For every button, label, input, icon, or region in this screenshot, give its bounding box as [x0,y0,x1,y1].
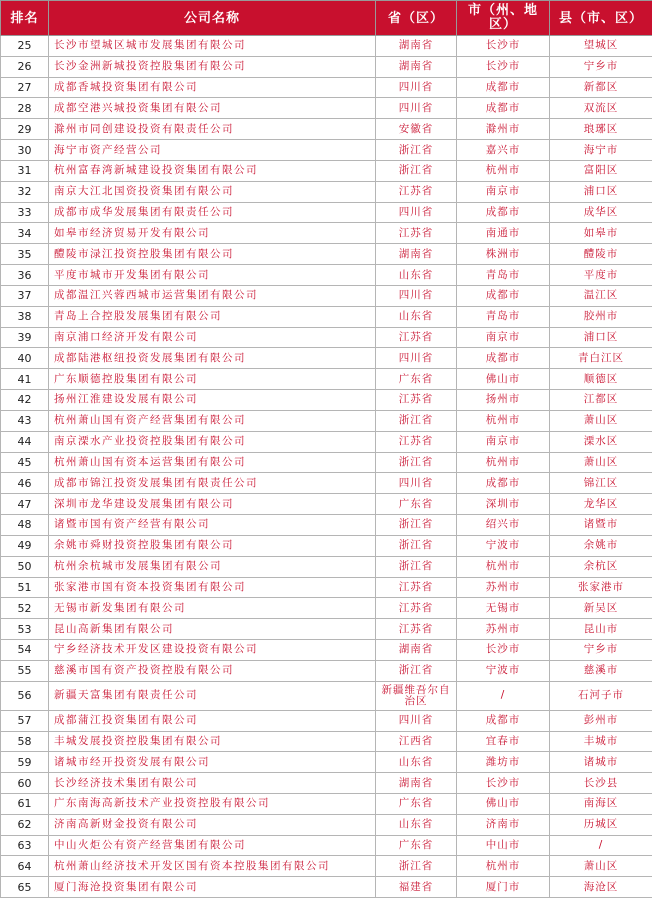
county-cell: 新吴区 [550,598,652,619]
table-row [1,731,652,752]
company-name-cell: 南京浦口经济开发有限公司 [49,327,376,348]
county-cell: 望城区 [550,36,652,57]
county-cell: 锦江区 [550,473,652,494]
province-cell: 广东省 [376,835,457,856]
city-cell: 青岛市 [457,265,550,286]
rank-cell: 38 [1,306,49,327]
county-cell: 醴陵市 [550,244,652,265]
table-row [1,306,652,327]
table-row [1,410,652,431]
city-cell: 厦门市 [457,877,550,898]
county-cell: 平度市 [550,265,652,286]
city-cell: 长沙市 [457,36,550,57]
county-cell: 诸暨市 [550,515,652,536]
county-cell: 萧山区 [550,856,652,877]
city-cell: 杭州市 [457,556,550,577]
county-cell: 浦口区 [550,327,652,348]
table-row [1,160,652,181]
company-name-cell: 平度市城市开发集团有限公司 [49,265,376,286]
county-cell: 温江区 [550,285,652,306]
rank-cell: 62 [1,814,49,835]
city-cell: 中山市 [457,835,550,856]
city-cell: 长沙市 [457,56,550,77]
province-cell: 湖南省 [376,36,457,57]
city-cell: 潍坊市 [457,752,550,773]
county-cell: 海沧区 [550,877,652,898]
company-name-cell: 宁乡经济技术开发区建设投资有限公司 [49,640,376,661]
table-row [1,681,652,710]
table-row [1,640,652,661]
province-cell: 安徽省 [376,119,457,140]
county-cell: 江都区 [550,390,652,411]
table-row [1,660,652,681]
province-cell: 四川省 [376,98,457,119]
province-cell: 浙江省 [376,452,457,473]
county-cell: 余姚市 [550,535,652,556]
company-name-cell: 成都温江兴蓉西城市运营集团有限公司 [49,285,376,306]
province-cell: 湖南省 [376,773,457,794]
rank-cell: 30 [1,140,49,161]
province-cell: 广东省 [376,793,457,814]
header-county: 县（市、区） [550,1,652,36]
province-cell: 山东省 [376,752,457,773]
rank-cell: 31 [1,160,49,181]
company-name-cell: 长沙金洲新城投资控股集团有限公司 [49,56,376,77]
header-province: 省（区） [376,1,457,36]
company-name-cell: 杭州余杭城市发展集团有限公司 [49,556,376,577]
rank-cell: 49 [1,535,49,556]
county-cell: 宁乡市 [550,640,652,661]
province-cell: 湖南省 [376,640,457,661]
table-row [1,36,652,57]
province-cell: 浙江省 [376,140,457,161]
province-cell: 浙江省 [376,515,457,536]
province-cell: 广东省 [376,494,457,515]
city-cell: 长沙市 [457,640,550,661]
province-cell: 浙江省 [376,660,457,681]
company-name-cell: 南京溧水产业投资控股集团有限公司 [49,431,376,452]
rank-cell: 48 [1,515,49,536]
province-cell: 浙江省 [376,535,457,556]
rank-cell: 41 [1,369,49,390]
city-cell: 滁州市 [457,119,550,140]
rank-cell: 54 [1,640,49,661]
province-cell: 江苏省 [376,390,457,411]
province-cell: 浙江省 [376,856,457,877]
company-name-cell: 成都陆港枢纽投资发展集团有限公司 [49,348,376,369]
city-cell: 济南市 [457,814,550,835]
table-row [1,793,652,814]
table-row [1,327,652,348]
rank-cell: 28 [1,98,49,119]
company-name-cell: 无锡市新发集团有限公司 [49,598,376,619]
city-cell: 宁波市 [457,660,550,681]
city-cell: 杭州市 [457,160,550,181]
city-cell: 长沙市 [457,773,550,794]
company-name-cell: 杭州萧山经济技术开发区国有资本控股集团有限公司 [49,856,376,877]
header-row [1,1,652,36]
province-cell: 江苏省 [376,181,457,202]
table-row [1,285,652,306]
province-cell: 江苏省 [376,223,457,244]
company-name-cell: 丰城发展投资控股集团有限公司 [49,731,376,752]
city-cell: 成都市 [457,98,550,119]
city-cell: 杭州市 [457,856,550,877]
company-name-cell: 醴陵市渌江投资控股集团有限公司 [49,244,376,265]
province-cell: 浙江省 [376,556,457,577]
company-name-cell: 新疆天富集团有限责任公司 [49,681,376,710]
rank-cell: 40 [1,348,49,369]
table-row [1,535,652,556]
rank-cell: 39 [1,327,49,348]
county-cell: 慈溪市 [550,660,652,681]
city-cell: 深圳市 [457,494,550,515]
city-cell: 成都市 [457,202,550,223]
table-row [1,556,652,577]
county-cell: 顺德区 [550,369,652,390]
city-cell: 绍兴市 [457,515,550,536]
county-cell: 昆山市 [550,619,652,640]
rank-cell: 52 [1,598,49,619]
company-name-cell: 青岛上合控股发展集团有限公司 [49,306,376,327]
city-cell: 成都市 [457,473,550,494]
table-row [1,348,652,369]
county-cell: 胶州市 [550,306,652,327]
county-cell: 溧水区 [550,431,652,452]
table-body [1,36,652,898]
province-cell: 江苏省 [376,431,457,452]
county-cell: 南海区 [550,793,652,814]
city-cell: 杭州市 [457,452,550,473]
company-name-cell: 如皋市经济贸易开发有限公司 [49,223,376,244]
company-name-cell: 成都香城投资集团有限公司 [49,77,376,98]
city-cell: 杭州市 [457,410,550,431]
rank-cell: 47 [1,494,49,515]
rank-cell: 46 [1,473,49,494]
city-cell: 成都市 [457,348,550,369]
province-cell: 四川省 [376,473,457,494]
city-cell: 无锡市 [457,598,550,619]
province-cell: 广东省 [376,369,457,390]
province-cell: 江苏省 [376,619,457,640]
company-name-cell: 张家港市国有资本投资集团有限公司 [49,577,376,598]
company-name-cell: 成都空港兴城投资集团有限公司 [49,98,376,119]
province-cell: 山东省 [376,265,457,286]
company-name-cell: 海宁市资产经营公司 [49,140,376,161]
header-city: 市（州、地区） [457,1,550,36]
table-row [1,710,652,731]
county-cell: 新都区 [550,77,652,98]
company-name-cell: 诸暨市国有资产经营有限公司 [49,515,376,536]
province-cell: 浙江省 [376,410,457,431]
province-cell: 湖南省 [376,244,457,265]
table-row [1,752,652,773]
company-name-cell: 成都市锦江投资发展集团有限责任公司 [49,473,376,494]
province-cell: 山东省 [376,814,457,835]
rank-cell: 27 [1,77,49,98]
county-cell: 长沙县 [550,773,652,794]
rank-cell: 65 [1,877,49,898]
company-name-cell: 余姚市舜财投资控股集团有限公司 [49,535,376,556]
county-cell: 丰城市 [550,731,652,752]
table-row [1,244,652,265]
county-cell: 双流区 [550,98,652,119]
province-cell: 四川省 [376,348,457,369]
company-name-cell: 广东顺德控股集团有限公司 [49,369,376,390]
county-cell: 诸城市 [550,752,652,773]
county-cell: 宁乡市 [550,56,652,77]
province-cell: 四川省 [376,202,457,223]
table-row [1,619,652,640]
table-row [1,773,652,794]
city-cell: 成都市 [457,285,550,306]
rank-cell: 29 [1,119,49,140]
rank-cell: 35 [1,244,49,265]
table-row [1,77,652,98]
table-row [1,577,652,598]
table-row [1,431,652,452]
table-row [1,56,652,77]
rank-cell: 25 [1,36,49,57]
company-name-cell: 杭州萧山国有资产经营集团有限公司 [49,410,376,431]
city-cell: 宁波市 [457,535,550,556]
table-row [1,223,652,244]
city-cell: 南京市 [457,327,550,348]
table-row [1,390,652,411]
table-row [1,265,652,286]
rank-cell: 61 [1,793,49,814]
table-row [1,202,652,223]
city-cell: 宜春市 [457,731,550,752]
company-name-cell: 扬州江淮建设发展有限公司 [49,390,376,411]
rank-cell: 34 [1,223,49,244]
province-cell: 山东省 [376,306,457,327]
rank-cell: 26 [1,56,49,77]
county-cell: 成华区 [550,202,652,223]
city-cell: 苏州市 [457,577,550,598]
province-cell: 四川省 [376,77,457,98]
company-name-cell: 成都蒲江投资集团有限公司 [49,710,376,731]
county-cell: 张家港市 [550,577,652,598]
rank-cell: 53 [1,619,49,640]
county-cell: 琅琊区 [550,119,652,140]
county-cell: / [550,835,652,856]
rank-cell: 33 [1,202,49,223]
city-cell: 南京市 [457,431,550,452]
city-cell: 苏州市 [457,619,550,640]
province-cell: 福建省 [376,877,457,898]
table-row [1,140,652,161]
city-cell: 成都市 [457,77,550,98]
rank-cell: 45 [1,452,49,473]
city-cell: / [457,681,550,710]
county-cell: 余杭区 [550,556,652,577]
county-cell: 萧山区 [550,410,652,431]
rank-cell: 44 [1,431,49,452]
company-name-cell: 深圳市龙华建设发展集团有限公司 [49,494,376,515]
county-cell: 历城区 [550,814,652,835]
table-row [1,835,652,856]
rank-cell: 56 [1,681,49,710]
company-name-cell: 杭州萧山国有资本运营集团有限公司 [49,452,376,473]
rank-cell: 59 [1,752,49,773]
rank-cell: 42 [1,390,49,411]
county-cell: 海宁市 [550,140,652,161]
rank-cell: 64 [1,856,49,877]
rank-cell: 55 [1,660,49,681]
city-cell: 南京市 [457,181,550,202]
company-name-cell: 杭州富春湾新城建设投资集团有限公司 [49,160,376,181]
table-row [1,598,652,619]
company-name-cell: 滁州市同创建设投资有限责任公司 [49,119,376,140]
company-name-cell: 济南高新财金投资有限公司 [49,814,376,835]
city-cell: 嘉兴市 [457,140,550,161]
rank-cell: 58 [1,731,49,752]
rank-cell: 43 [1,410,49,431]
city-cell: 南通市 [457,223,550,244]
county-cell: 青白江区 [550,348,652,369]
table-row [1,452,652,473]
rank-cell: 63 [1,835,49,856]
company-name-cell: 慈溪市国有资产投资控股有限公司 [49,660,376,681]
province-cell: 湖南省 [376,56,457,77]
rank-cell: 51 [1,577,49,598]
county-cell: 萧山区 [550,452,652,473]
company-name-cell: 昆山高新集团有限公司 [49,619,376,640]
county-cell: 龙华区 [550,494,652,515]
province-cell: 四川省 [376,710,457,731]
city-cell: 株洲市 [457,244,550,265]
province-cell: 四川省 [376,285,457,306]
header-company: 公司名称 [49,1,376,36]
table-row [1,119,652,140]
header-rank: 排名 [1,1,49,36]
county-cell: 浦口区 [550,181,652,202]
province-cell: 江苏省 [376,577,457,598]
province-cell: 江西省 [376,731,457,752]
table-row [1,877,652,898]
company-name-cell: 中山火炬公有资产经营集团有限公司 [49,835,376,856]
company-name-cell: 长沙市望城区城市发展集团有限公司 [49,36,376,57]
table-row [1,473,652,494]
company-name-cell: 诸城市经开投资发展有限公司 [49,752,376,773]
county-cell: 如皋市 [550,223,652,244]
table-row [1,369,652,390]
city-cell: 佛山市 [457,793,550,814]
company-name-cell: 成都市成华发展集团有限责任公司 [49,202,376,223]
rank-cell: 60 [1,773,49,794]
table-row [1,181,652,202]
table-row [1,515,652,536]
rank-cell: 32 [1,181,49,202]
rank-cell: 50 [1,556,49,577]
rank-cell: 57 [1,710,49,731]
table-row [1,98,652,119]
city-cell: 扬州市 [457,390,550,411]
rank-cell: 37 [1,285,49,306]
table-row [1,814,652,835]
province-cell: 江苏省 [376,598,457,619]
province-cell: 新疆维吾尔自治区 [376,681,457,710]
city-cell: 佛山市 [457,369,550,390]
company-name-cell: 南京大江北国资投资集团有限公司 [49,181,376,202]
county-cell: 石河子市 [550,681,652,710]
company-name-cell: 厦门海沧投资集团有限公司 [49,877,376,898]
rank-cell: 36 [1,265,49,286]
county-cell: 彭州市 [550,710,652,731]
company-name-cell: 广东南海高新技术产业投资控股有限公司 [49,793,376,814]
table-row [1,856,652,877]
city-cell: 成都市 [457,710,550,731]
province-cell: 江苏省 [376,327,457,348]
city-cell: 青岛市 [457,306,550,327]
county-cell: 富阳区 [550,160,652,181]
province-cell: 浙江省 [376,160,457,181]
company-name-cell: 长沙经济技术集团有限公司 [49,773,376,794]
table-row [1,494,652,515]
